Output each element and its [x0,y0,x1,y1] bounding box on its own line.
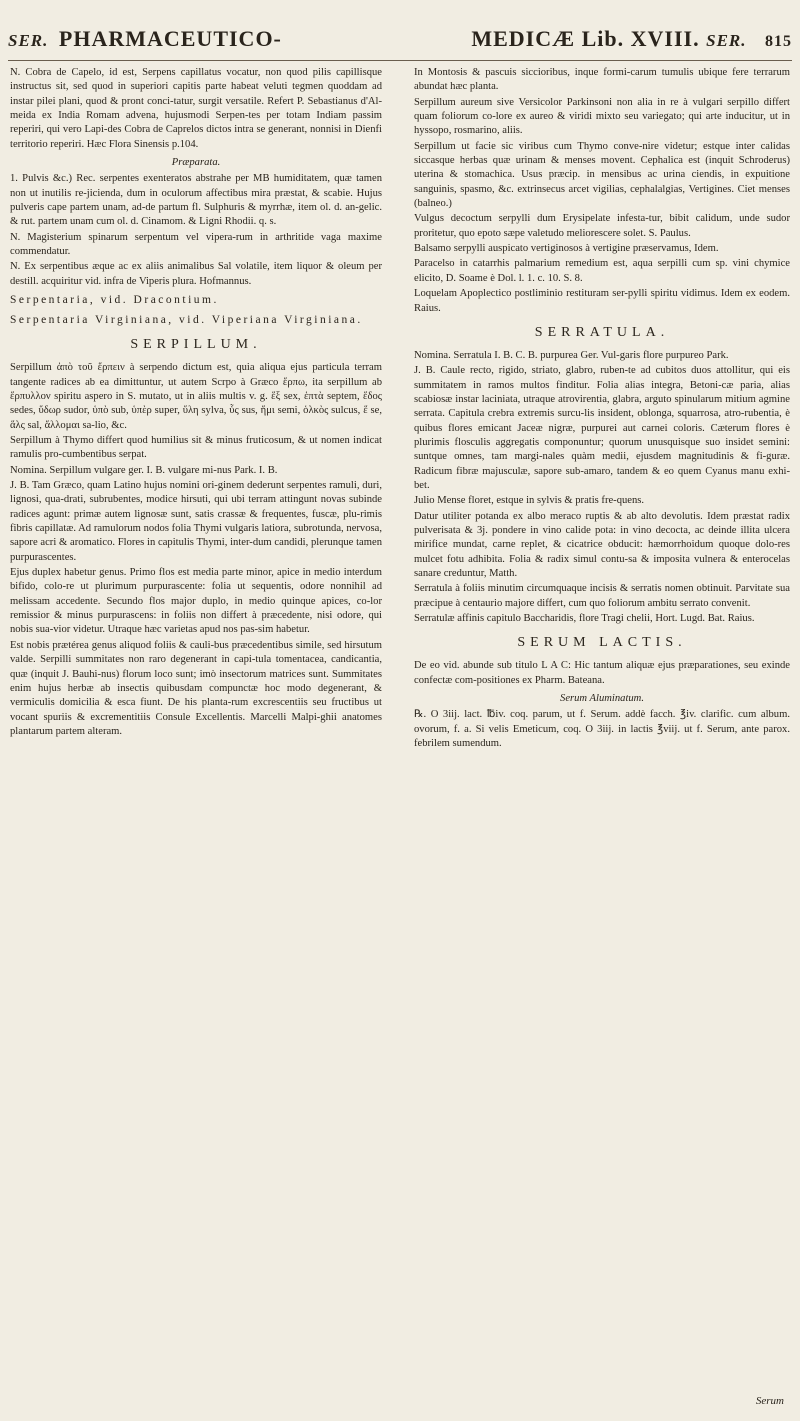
catchword: Serum [755,1395,784,1407]
paragraph: Vulgus decoctum serpylli dum Erysipelate infesta-tur, bibit calidum, unde sudor proritetur, quo epoto sæpe valetudo meliorescere solet. S. Paulus. [414,213,790,239]
paragraph: J. B. Caule recto, rigido, striato, glabro, ruben-te ad cubitos duos attollitur, qui eis summitatem in ramos multos finditur. Folia alias integra, Betoni-cæ paria, alias scabiosæ instar laciniata, utraque atrovirentia, glabra, arguto spinularum mitium agmine serrata. Capitula crebra extremis surcu-lis insident, oblonga, squarrosa, atro-rubentia, è quibus flores emicant Jaceæ nigræ, purpurei aut carnei coloris. Cæterum flores è plurimis flosculis aggregatis componuntur; quorum unusquisque suo insidet semini: suntque omnes, tam margi-nales quàm medii, ejusdem magnitudinis & fi-guræ. Radicum fibræ majusculæ, sapore sub-amaro, tandem & eo quem Cyanus manu exhi-bet. [414,365,790,491]
paragraph: 1. Pulvis &c.) Rec. serpentes exenteratos abstrahe per MB humiditatem, quæ tamen non ut inutilis re-jicienda, dum in oculorum affectibus mira præstat, & scabie. Hujus pulveris cape partem unam, ad-de partum fl. Sulphuris & myrrhæ, item ol. d. an-gelic. & rut. partem unam cum ol. d. Cinamom. & Ligni Rhodii. q. s. [10,173,382,228]
left-column [10,66,382,740]
paragraph: Nomina. Serratula I. B. C. B. purpurea Ger. Vul-garis flore purpureo Park. [414,349,729,361]
paragraph: Ejus duplex habetur genus. Primo flos est media parte minor, apice in medio interdum bifido, colo-re ut plurimum purpurascente: folia ut sequentis, odore nonnihil ad melissam accedente. Secundo flos major duplo, in medio quinque apices, co-lor remissior & minus purpurascens: in foliis non differt à præcedente, nisi odore, qui nobis sua-vior videtur. Utraque hæc varietas apud nos pas-sim habetur. [10,567,382,636]
paragraph: N. Ex serpentibus æque ac ex aliis animalibus Sal volatile, item liquor & oleum per destill. acquiritur vid. infra de Viperis plura. Hofmannus. [10,261,382,287]
subheading: Serpentaria, vid. Dracontium. [10,294,219,307]
header-left [8,26,282,52]
paragraph: Serpillum aureum sive Versicolor Parkinsoni non alia in re à vulgari serpillo differt quam foliorum co-lore ex aureo & viridi mixto seu variegato; qui arte inducitur, ut in hyssopo, rosmarino, aliis. [414,96,790,137]
section-heading: SERPILLUM. [130,337,262,353]
paragraph: Nomina. Serpillum vulgare ger. I. B. vulgare mi-nus Park. I. B. [10,464,278,476]
paragraph: Serratula à foliis minutim circumquaque incisis & serratis nomen obtinuit. Parvitate sua præcipue à centaurio majore differt, cum quo foliorum ambitu serrato convenit. [414,583,790,609]
header-title-left: PHARMACEUTICO- [58,26,282,51]
paragraph: Est nobis prætérea genus aliquod foliis & cauli-bus præcedentibus simile, sed hirsutum valde. Serpilli summitates non raro degenerant in capi-tula tomentacea, candicantia, quæ (inquit J. Bauhi-nus) florum loco sunt; imò insectorum matrices sunt. Summitates enim hujus herbæ ab insectis quibusdam compunctæ hoc modo degenerant, & vermiculis domicilia & esca fiunt. De his planta-rum excrescentiis seu fructibus ut vocant spuriis & excrementitiis Consule Excellentis. Marcelli Malpi-ghii anatomes plantarum partem alteram. [10,639,382,737]
paragraph: Serpillum ἀπὸ τοῦ ἕρπειν à serpendo dictum est, quia aliqua ejus particula terram tangente radices ab ea dimittuntur, ut autem Scrpo à Græco ἕρπω, ita serpillum ab ἕρπυλλον spiritu aspero in S. mutato, ut in aliis multis v. g. ἕξ sex, ἑπτὰ septem, ἕδος sedes, ὕδωρ sudor, ὑπὸ sub, ὑπὲρ super, ὕλη sylva, ὗς sus, ἥμι semi, ὁλκὸς sulcus, ἕ se, ἅλς sal, ἅλλομαι sa-lio, &c. [10,362,382,431]
paragraph: Serpillum à Thymo differt quod humilius sit & minus fruticosum, & ut nomen indicat ramulis pro-cumbentibus serpat. [10,435,382,461]
page-number: 815 [765,33,792,50]
header-right [471,26,792,52]
paragraph: In Montosis & pascuis siccioribus, inque formi-carum tumulis ubique fere terrarum abundat hæc planta. [414,67,790,93]
paragraph: Loquelam Apoplecticо postliminio restituram ser-pylli spiritu vidimus. Idem ex eodem. Raius. [414,288,790,314]
section-label-left: SER. [8,31,49,50]
paragraph: De eo vid. abunde sub titulo L A C: Hic tantum aliquæ ejus præparationes, seu exinde confectæ com-positiones ex Pharm. Bateana. [414,660,790,686]
paragraph: Datur utiliter potanda ex albo meraco ruptis & ab alto devolutis. Idem præstat radix pulverisata & 3j. pondere in vino calide pota: in vino decocta, ac deinde illita ulcera mirifice mundat, carne replet, & cicatrice obducit: hæmorrhoidum quoque dolo-res mulcet fotu adhibita. Folia & radix simul contu-sa & imposita vulnera & enterocelas sanare creduntur, Matth. [414,510,790,579]
paragraph: ℞. O 3iij. lact. ℔iv. coq. parum, ut f. Serum. addè facch. ℥iv. clarific. cum album. ovorum, f. a. Si velis Emeticum, coq. O 3iij. in lactis ℥viij. ut f. Serum, ante parox. febrilem sumendum. [414,709,790,750]
section-heading: SERRATULA. [534,324,670,340]
paragraph: J. B. Tam Græco, quam Latino hujus nomini ori-ginem dederunt serpentes ramuli, duri, lignosi, qua-drati, subrubentes, modice hirsuti, qui ubi terram attingunt novas subinde radices agunt: primæ autem lignosæ sunt, satis crassæ & frequentes, fuscæ, plu-rimis fibris capillatæ. Ad ramulorum nodos folia Thymi vulgaris latiora, subrotunda, nervosa, sapore acri & aromatico. Flores in capitulis Thymi, inter-dum candidi, plerunque tamen purpurascentes. [10,480,382,563]
paragraph: Julio Mense floret, estque in sylvis & pratis fre-quens. [414,495,645,507]
paragraph: N. Cobra de Capelo, id est, Serpens capillatus vocatur, non quod pilis capillisque instructus sit, sed quod in superiori capitis parte habeat veluti tegmen quoddam ad instar pilei plani, quod & pront conci-tatur, surgit versatile. Refert P. Sebastianus d'Al-meida ex India Romam advena, hujusmodi Serpen-tes per totam Indiam passim reperiri, qui vero Lapi-des Cobra de Caprelos dictos intra se generant, nonnisi in Dienfi territorio reperiri. Hæc Flora Sinensis p.104. [10,67,382,150]
paragraph: Paracelso in catarrhis palmarium remedium est, aqua serpilli cum sp. vini chymice elicito, D. Soame è Dol. l. 1. c. 10. S. 8. [414,258,790,284]
section-label-right: SER. [706,31,747,50]
running-header [8,20,792,61]
section-heading: SERUM LACTIS. [517,635,687,651]
subheading: Serpentaria Virginiana, vid. Viperiana Virginiana. [10,313,363,326]
paragraph: Balsamo serpylli auspicato vertiginosos à vertigine præservamus, Idem. [414,243,719,255]
paragraph: Serpillum ut facie sic viribus cum Thymo conve-nire videtur; estque inter calidas siccasque herbas quæ urinam & menses movent. Cephalica est (inquit Schroderus) uterina & stomachica. Usus præcip. in mensibus ac urina ciendis, in expuitione sanguinis, spasmo, &c. extrinsecus arcet vigilias, cephalalgias, Vertigines. Ciet menses (balneo.) [414,140,790,210]
paragraph: N. Magisterium spinarum serpentum vel vipera-rum in arthritide vaga maxime commendatur. [10,231,382,258]
right-column [414,66,790,752]
header-title-right: MEDICÆ Lib. XVIII. [471,26,700,51]
subheading: Præparata. [171,157,221,169]
paragraph: Serratulæ affinis capitulo Baccharidis, flore Tragi chelii, Hort. Lugd. Bat. Raius. [414,613,755,624]
subheading: Serum Aluminatum. [560,693,644,704]
